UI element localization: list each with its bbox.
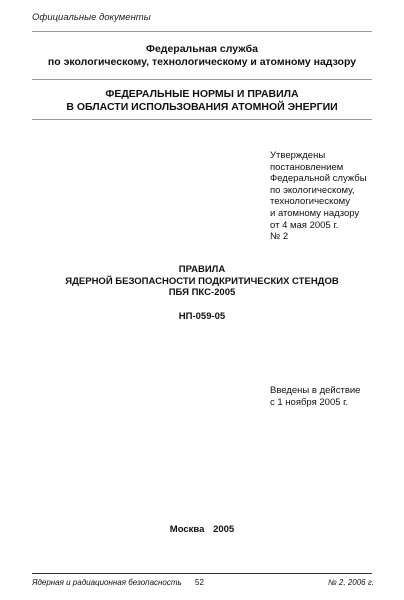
norms-title-line-2: В ОБЛАСТИ ИСПОЛЬЗОВАНИЯ АТОМНОЙ ЭНЕРГИИ: [66, 101, 338, 113]
norms-title-line-1: ФЕДЕРАЛЬНЫЕ НОРМЫ И ПРАВИЛА: [105, 88, 299, 100]
effective-date-block: [270, 385, 395, 408]
footer-divider: [32, 573, 372, 574]
approval-line: по экологическому,: [270, 184, 355, 196]
section-label: Официальные документы: [32, 12, 151, 23]
rules-title-line-1: ПРАВИЛА: [178, 264, 226, 275]
approval-number: № 2: [270, 231, 289, 243]
issuer-line-1: Федеральная служба: [145, 43, 259, 55]
rules-title-line-2: ЯДЕРНОЙ БЕЗОПАСНОСТИ ПОДКРИТИЧЕСКИХ СТЕНДОВ: [65, 275, 339, 287]
header-divider-top: [32, 31, 372, 32]
effective-line-1: Введены в действие: [270, 385, 361, 396]
rules-title-line-3: ПБЯ ПКС-2005: [168, 287, 236, 298]
header-divider-bottom: [32, 119, 372, 120]
header-divider-middle: [32, 79, 372, 80]
approval-date: от 4 мая 2005 г.: [270, 219, 339, 231]
approval-line: Федеральной службы: [270, 173, 367, 185]
approval-line: Утверждены: [270, 150, 326, 161]
issuer-line-2: по экологическому, технологическому и атомному надзору: [47, 56, 357, 68]
approval-line: постановлением: [270, 161, 344, 173]
document-code: НП-059-05: [178, 311, 226, 322]
footer-journal: Ядерная и радиационная безопасность: [32, 578, 182, 587]
footer-issue: № 2, 2006 г.: [328, 578, 374, 587]
rules-title: [20, 264, 384, 299]
approval-line: и атомному надзору: [270, 207, 360, 219]
effective-line-2: с 1 ноября 2005 г.: [270, 396, 349, 408]
city-year: Москва 2005: [169, 524, 235, 535]
issuer-name: [20, 43, 384, 69]
footer-page-number: 52: [195, 578, 204, 587]
approval-line: технологическому: [270, 196, 351, 208]
approval-block: [270, 150, 395, 243]
norms-title: [20, 88, 384, 114]
